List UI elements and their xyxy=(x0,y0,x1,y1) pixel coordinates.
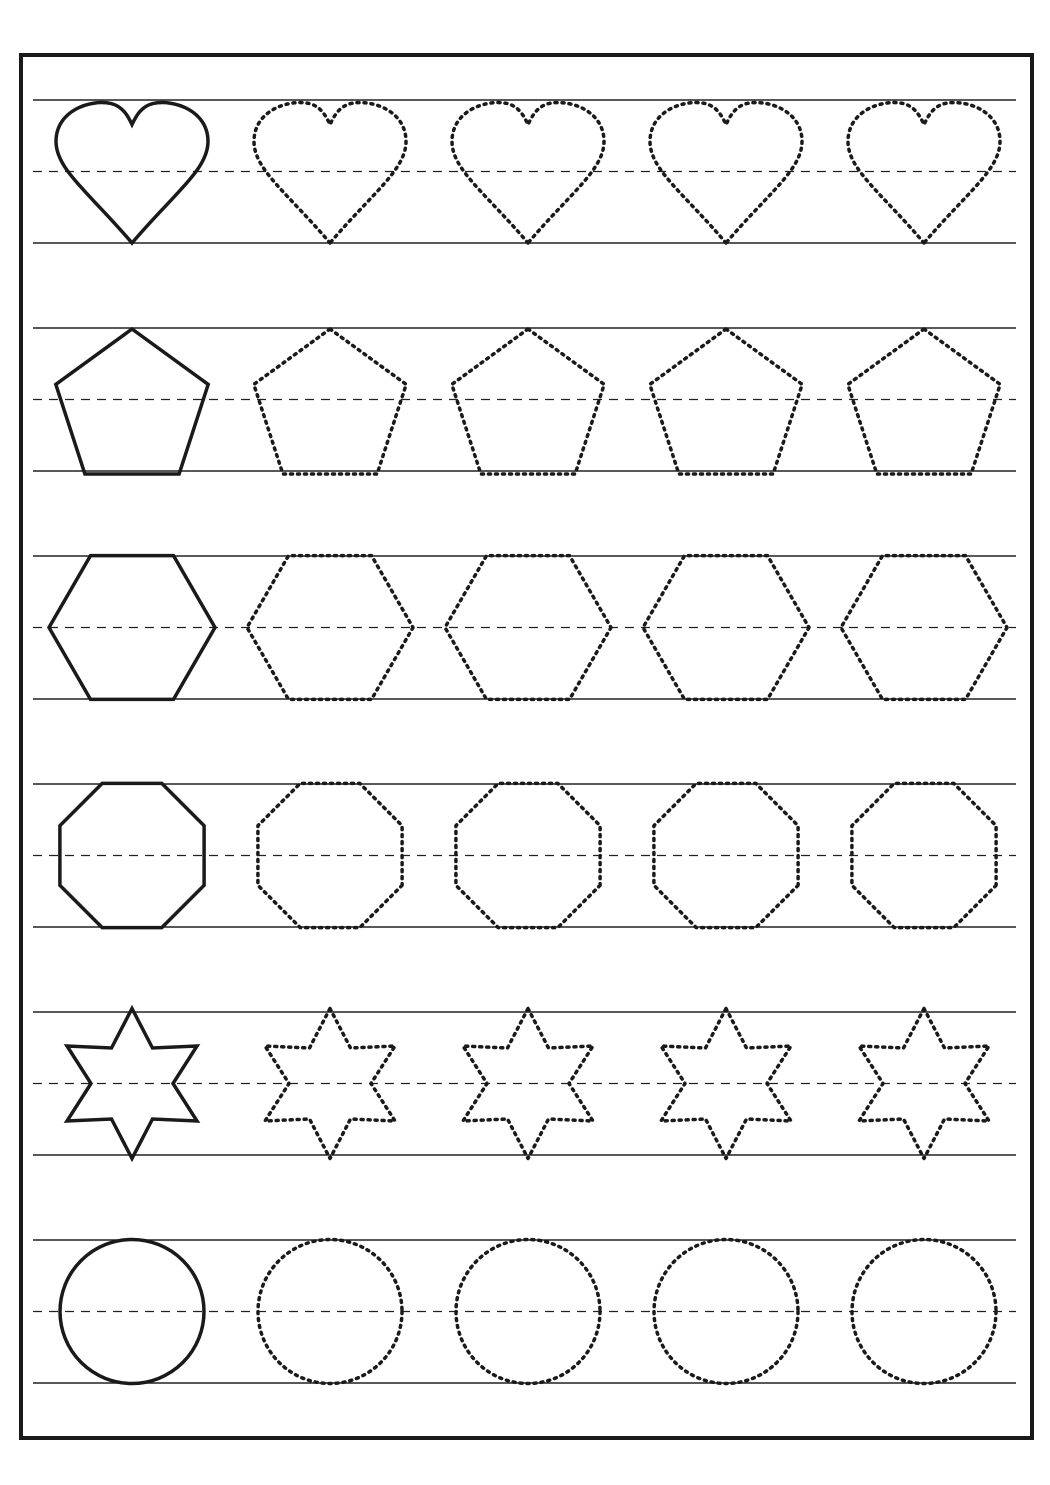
heart-tracing-shape xyxy=(452,103,604,243)
heart-tracing-shape xyxy=(848,103,1000,243)
heart-tracing-shape xyxy=(650,103,802,243)
heart-model-shape xyxy=(56,103,208,243)
pentagon-tracing-shape xyxy=(650,329,802,474)
pentagon-tracing-shape xyxy=(452,329,604,474)
heart-tracing-shape xyxy=(254,103,406,243)
pentagon-tracing-shape xyxy=(848,329,1000,474)
pentagon-model-shape xyxy=(56,329,208,474)
pentagon-tracing-shape xyxy=(254,329,406,474)
cropped-footer-text xyxy=(470,1462,650,1485)
